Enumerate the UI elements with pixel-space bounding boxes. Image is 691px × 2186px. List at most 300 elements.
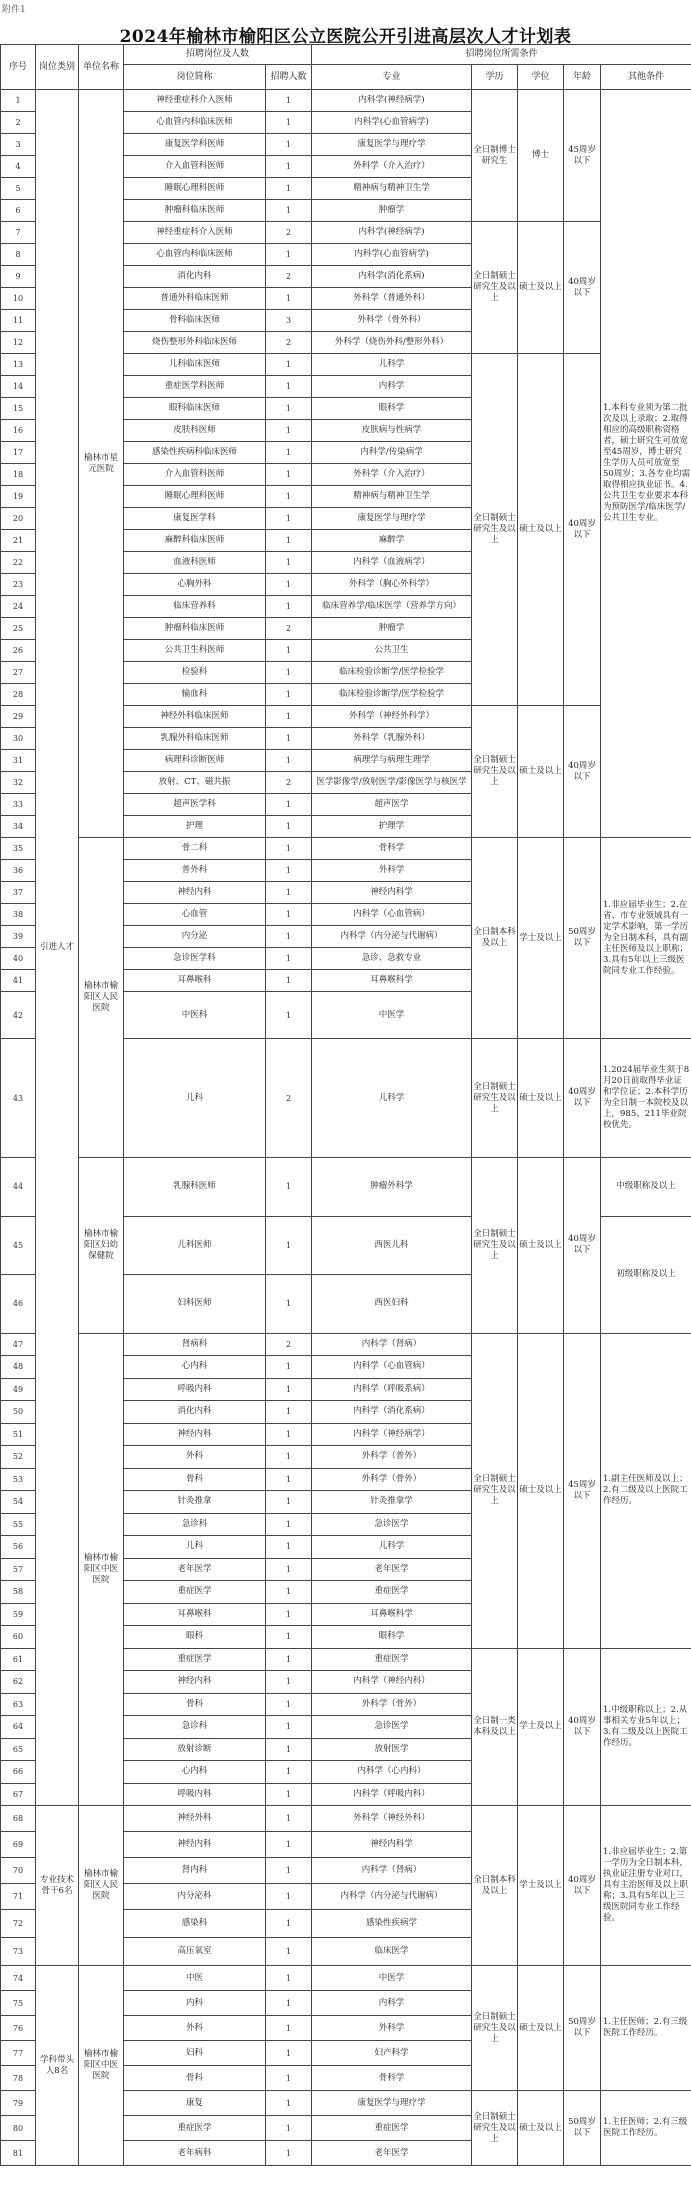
- major-cell: 医学影像学/放射医学/影像医学与核医学: [312, 772, 472, 794]
- count-cell: 2: [266, 1039, 312, 1158]
- position-cell: 心胸外科: [124, 574, 266, 596]
- age-cell: 50周岁以下: [564, 838, 601, 1039]
- count-cell: 1: [266, 134, 312, 156]
- major-cell: 内科学（心血管病）: [312, 1356, 472, 1379]
- major-cell: 外科学（介入治疗）: [312, 156, 472, 178]
- major-cell: 外科学（骨外）: [312, 1693, 472, 1716]
- major-cell: 耳鼻喉科学: [312, 1603, 472, 1626]
- position-cell: 心血管内科临床医师: [124, 244, 266, 266]
- seq-cell: 74: [1, 1966, 36, 1991]
- count-cell: 1: [266, 706, 312, 728]
- position-cell: 神经重症科介入医师: [124, 90, 266, 112]
- position-cell: 重症医学科医师: [124, 376, 266, 398]
- education-cell: 全日制博士研究生: [472, 90, 518, 222]
- major-cell: 神经内科学: [312, 1832, 472, 1858]
- major-cell: 外科学（骨外科）: [312, 310, 472, 332]
- major-cell: 中医学: [312, 1966, 472, 1991]
- major-cell: 急诊医学: [312, 1513, 472, 1536]
- position-cell: 康复: [124, 2091, 266, 2116]
- major-cell: 外科学（乳腺外科）: [312, 728, 472, 750]
- major-cell: 内科学(神经病学): [312, 90, 472, 112]
- seq-cell: 61: [1, 1648, 36, 1671]
- position-cell: 骨科: [124, 1693, 266, 1716]
- major-cell: 内科学: [312, 1991, 472, 2016]
- count-cell: 1: [266, 1648, 312, 1671]
- count-cell: 2: [266, 332, 312, 354]
- count-cell: 1: [266, 244, 312, 266]
- recruitment-plan-table: [0, 44, 691, 2166]
- major-cell: 重症医学: [312, 1648, 472, 1671]
- seq-cell: 46: [1, 1275, 36, 1334]
- major-cell: 肿瘤学: [312, 200, 472, 222]
- seq-cell: 75: [1, 1991, 36, 2016]
- count-cell: 2: [266, 618, 312, 640]
- count-cell: 1: [266, 552, 312, 574]
- other-conditions-cell: 1.非应届毕业生；2.第一学历为全日制本科，执业证注册专业对口，具有主治医师及以上职称；3.具有5年以上三级医院同专业工作经验。: [601, 1806, 691, 1966]
- position-cell: 心内科: [124, 1356, 266, 1379]
- other-conditions-cell: 1.中级职称以上；2.从事相关专业5年以上；3.有二级及以上医院工作经历。: [601, 1648, 691, 1806]
- education-cell: 全日制硕士研究生及以上: [472, 706, 518, 838]
- position-cell: 介入血管科医师: [124, 464, 266, 486]
- major-cell: 内科学（神经病学）: [312, 1423, 472, 1446]
- seq-cell: 8: [1, 244, 36, 266]
- position-cell: 外科: [124, 1446, 266, 1469]
- seq-cell: 5: [1, 178, 36, 200]
- table-row: [1, 90, 691, 112]
- count-cell: 1: [266, 684, 312, 706]
- age-cell: 40周岁以下: [564, 222, 601, 354]
- position-cell: 介入血管科医师: [124, 156, 266, 178]
- seq-cell: 70: [1, 1858, 36, 1884]
- seq-cell: 11: [1, 310, 36, 332]
- position-cell: 神经内科: [124, 1832, 266, 1858]
- major-cell: 外科学（神经外科）: [312, 1806, 472, 1832]
- position-cell: 康复医学科医师: [124, 134, 266, 156]
- position-cell: 放射诊断: [124, 1738, 266, 1761]
- count-cell: 1: [266, 904, 312, 926]
- major-cell: 临床医学: [312, 1938, 472, 1966]
- major-cell: 内科学（内分泌与代谢病）: [312, 926, 472, 948]
- major-cell: 外科学（普通外科）: [312, 288, 472, 310]
- degree-cell: 学士及以上: [518, 838, 564, 1039]
- seq-cell: 17: [1, 442, 36, 464]
- age-cell: 50周岁以下: [564, 2091, 601, 2166]
- count-cell: 1: [266, 860, 312, 882]
- seq-cell: 72: [1, 1910, 36, 1938]
- count-cell: 1: [266, 1806, 312, 1832]
- major-cell: 急诊医学: [312, 1716, 472, 1739]
- position-cell: 烧伤整形外科临床医师: [124, 332, 266, 354]
- seq-cell: 38: [1, 904, 36, 926]
- seq-cell: 27: [1, 662, 36, 684]
- position-cell: 眼科临床医师: [124, 398, 266, 420]
- education-cell: 全日制硕士研究生及以上: [472, 1333, 518, 1648]
- position-cell: 消化内科: [124, 266, 266, 288]
- seq-cell: 54: [1, 1491, 36, 1514]
- major-cell: 内科学（心血管病）: [312, 904, 472, 926]
- count-cell: 1: [266, 2116, 312, 2141]
- major-cell: 内科学(心血管病学): [312, 112, 472, 134]
- major-cell: 内科学（肾病）: [312, 1333, 472, 1356]
- major-cell: 老年医学: [312, 1558, 472, 1581]
- seq-cell: 53: [1, 1468, 36, 1491]
- major-cell: 外科学（烧伤外科/整形外科）: [312, 332, 472, 354]
- seq-cell: 78: [1, 2066, 36, 2091]
- count-cell: 1: [266, 970, 312, 992]
- count-cell: 1: [266, 948, 312, 970]
- seq-cell: 66: [1, 1761, 36, 1784]
- major-cell: 内科学/传染病学: [312, 442, 472, 464]
- count-cell: 1: [266, 750, 312, 772]
- seq-cell: 47: [1, 1333, 36, 1356]
- count-cell: 1: [266, 1536, 312, 1559]
- count-cell: 1: [266, 1716, 312, 1739]
- unit-cell: 榆林市榆阳区中医医院: [79, 1966, 124, 2166]
- seq-cell: 64: [1, 1716, 36, 1739]
- count-cell: 1: [266, 1401, 312, 1424]
- seq-cell: 62: [1, 1671, 36, 1694]
- position-cell: 肾内科: [124, 1858, 266, 1884]
- position-cell: 血液科医师: [124, 552, 266, 574]
- education-cell: 全日制一类本科及以上: [472, 1648, 518, 1806]
- major-cell: 妇产科学: [312, 2041, 472, 2066]
- position-cell: 神经内科: [124, 1423, 266, 1446]
- seq-cell: 3: [1, 134, 36, 156]
- seq-cell: 42: [1, 992, 36, 1039]
- position-cell: 外科: [124, 2016, 266, 2041]
- seq-cell: 63: [1, 1693, 36, 1716]
- header-group-requirements: 招聘岗位所需条件: [312, 45, 691, 65]
- education-cell: 全日制硕士研究生及以上: [472, 1966, 518, 2091]
- seq-cell: 58: [1, 1581, 36, 1604]
- major-cell: 病理学与病理生理学: [312, 750, 472, 772]
- count-cell: 1: [266, 1581, 312, 1604]
- major-cell: 眼科学: [312, 398, 472, 420]
- count-cell: 1: [266, 508, 312, 530]
- count-cell: 1: [266, 1671, 312, 1694]
- major-cell: 康复医学与理疗学: [312, 134, 472, 156]
- major-cell: 重症医学: [312, 2116, 472, 2141]
- seq-cell: 24: [1, 596, 36, 618]
- count-cell: 1: [266, 1446, 312, 1469]
- count-cell: 1: [266, 596, 312, 618]
- major-cell: 老年医学: [312, 2141, 472, 2166]
- seq-cell: 41: [1, 970, 36, 992]
- position-cell: 普外科: [124, 860, 266, 882]
- position-cell: 皮肤科医师: [124, 420, 266, 442]
- age-cell: 40周岁以下: [564, 1039, 601, 1158]
- major-cell: 外科学（普外）: [312, 1446, 472, 1469]
- seq-cell: 35: [1, 838, 36, 860]
- count-cell: 1: [266, 1626, 312, 1649]
- count-cell: 1: [266, 1158, 312, 1217]
- position-cell: 心血管: [124, 904, 266, 926]
- age-cell: 40周岁以下: [564, 1648, 601, 1806]
- seq-cell: 43: [1, 1039, 36, 1158]
- major-cell: 内科学（血液病学）: [312, 552, 472, 574]
- category-cell: 学科带头人8名: [36, 1966, 79, 2166]
- header-education: 学历: [472, 65, 518, 90]
- seq-cell: 37: [1, 882, 36, 904]
- count-cell: 1: [266, 1275, 312, 1334]
- position-cell: 针灸推拿: [124, 1491, 266, 1514]
- seq-cell: 55: [1, 1513, 36, 1536]
- seq-cell: 65: [1, 1738, 36, 1761]
- position-cell: 重症医学: [124, 1648, 266, 1671]
- count-cell: 1: [266, 1966, 312, 1991]
- header-age: 年龄: [564, 65, 601, 90]
- position-cell: 骨二科: [124, 838, 266, 860]
- position-cell: 骨科: [124, 1468, 266, 1491]
- major-cell: 内科学: [312, 376, 472, 398]
- header-count: 招聘人数: [266, 65, 312, 90]
- seq-cell: 29: [1, 706, 36, 728]
- count-cell: 3: [266, 310, 312, 332]
- count-cell: 1: [266, 992, 312, 1039]
- major-cell: 外科学: [312, 2016, 472, 2041]
- major-cell: 内科学(消化系病): [312, 266, 472, 288]
- position-cell: 儿科医师: [124, 1216, 266, 1275]
- major-cell: 急诊、急救专业: [312, 948, 472, 970]
- seq-cell: 81: [1, 2141, 36, 2166]
- count-cell: 2: [266, 1333, 312, 1356]
- unit-cell: 榆林市榆阳区人民医院: [79, 1806, 124, 1966]
- major-cell: 内科学(神经病学): [312, 222, 472, 244]
- seq-cell: 9: [1, 266, 36, 288]
- position-cell: 重症医学: [124, 2116, 266, 2141]
- seq-cell: 77: [1, 2041, 36, 2066]
- major-cell: 外科学（胸心外科学）: [312, 574, 472, 596]
- category-cell: 专业技术骨干6名: [36, 1806, 79, 1966]
- major-cell: 放射医学: [312, 1738, 472, 1761]
- age-cell: 40周岁以下: [564, 354, 601, 706]
- seq-cell: 2: [1, 112, 36, 134]
- seq-cell: 6: [1, 200, 36, 222]
- position-cell: 心内科: [124, 1761, 266, 1784]
- seq-cell: 48: [1, 1356, 36, 1379]
- count-cell: 1: [266, 2016, 312, 2041]
- count-cell: 1: [266, 882, 312, 904]
- major-cell: 耳鼻喉科学: [312, 970, 472, 992]
- count-cell: 1: [266, 1513, 312, 1536]
- position-cell: 超声医学科: [124, 794, 266, 816]
- count-cell: 1: [266, 1558, 312, 1581]
- position-cell: 肿瘤科临床医师: [124, 618, 266, 640]
- unit-cell: 榆林市榆阳区中医医院: [79, 1333, 124, 1806]
- count-cell: 1: [266, 2041, 312, 2066]
- major-cell: 内科学（呼吸内科）: [312, 1783, 472, 1806]
- seq-cell: 80: [1, 2116, 36, 2141]
- major-cell: 外科学（骨外）: [312, 1468, 472, 1491]
- major-cell: 内科学（心内科）: [312, 1761, 472, 1784]
- major-cell: 外科学（介入治疗）: [312, 464, 472, 486]
- major-cell: 内科学（消化系病）: [312, 1401, 472, 1424]
- count-cell: 1: [266, 1738, 312, 1761]
- count-cell: 1: [266, 662, 312, 684]
- other-conditions-cell: 初级职称及以上: [601, 1216, 691, 1333]
- count-cell: 1: [266, 1783, 312, 1806]
- count-cell: 1: [266, 574, 312, 596]
- position-cell: 感染性疾病科临床医师: [124, 442, 266, 464]
- table-row: [1, 838, 691, 860]
- age-cell: 40周岁以下: [564, 1806, 601, 1966]
- major-cell: 内科学（神经内科）: [312, 1671, 472, 1694]
- degree-cell: 博士: [518, 90, 564, 222]
- position-cell: 肾病科: [124, 1333, 266, 1356]
- major-cell: 内科学（内分泌与代谢病）: [312, 1884, 472, 1910]
- position-cell: 妇科医师: [124, 1275, 266, 1334]
- position-cell: 急诊科: [124, 1716, 266, 1739]
- major-cell: 内科学（肾病）: [312, 1858, 472, 1884]
- count-cell: 1: [266, 420, 312, 442]
- table-row: [1, 1806, 691, 1832]
- count-cell: 1: [266, 1491, 312, 1514]
- count-cell: 1: [266, 2066, 312, 2091]
- seq-cell: 22: [1, 552, 36, 574]
- age-cell: 40周岁以下: [564, 1158, 601, 1334]
- count-cell: 1: [266, 1832, 312, 1858]
- education-cell: 全日制硕士研究生及以上: [472, 354, 518, 706]
- position-cell: 神经内科: [124, 1671, 266, 1694]
- degree-cell: 硕士及以上: [518, 2091, 564, 2166]
- seq-cell: 32: [1, 772, 36, 794]
- unit-cell: 榆林市榆阳区妇幼保健院: [79, 1158, 124, 1334]
- count-cell: 1: [266, 1468, 312, 1491]
- degree-cell: 硕士及以上: [518, 354, 564, 706]
- major-cell: 针灸推拿学: [312, 1491, 472, 1514]
- count-cell: 1: [266, 178, 312, 200]
- seq-cell: 73: [1, 1938, 36, 1966]
- major-cell: 儿科学: [312, 1536, 472, 1559]
- major-cell: 精神病与精神卫生学: [312, 178, 472, 200]
- count-cell: 1: [266, 728, 312, 750]
- seq-cell: 23: [1, 574, 36, 596]
- seq-cell: 10: [1, 288, 36, 310]
- seq-cell: 15: [1, 398, 36, 420]
- seq-cell: 67: [1, 1783, 36, 1806]
- position-cell: 内分泌科: [124, 1884, 266, 1910]
- other-conditions-cell: 1.非应届毕业生；2.在省、市专业领域具有一定学术影响，第一学历为全日制本科，具有副主任医师及以上职称；3.具有5年以上三级医院同专业工作经验。: [601, 838, 691, 1039]
- header-group-positions: 招聘岗位及人数: [124, 45, 312, 65]
- seq-cell: 44: [1, 1158, 36, 1217]
- position-cell: 内科: [124, 1991, 266, 2016]
- position-cell: 内分泌: [124, 926, 266, 948]
- major-cell: 临床营养学/临床医学（营养学方向）: [312, 596, 472, 618]
- position-cell: 眼科: [124, 1626, 266, 1649]
- position-cell: 老年病科: [124, 2141, 266, 2166]
- count-cell: 1: [266, 1910, 312, 1938]
- seq-cell: 12: [1, 332, 36, 354]
- position-cell: 输血科: [124, 684, 266, 706]
- seq-cell: 76: [1, 2016, 36, 2041]
- position-cell: 乳腺科医师: [124, 1158, 266, 1217]
- unit-cell: 榆林市榆阳区人民医院: [79, 838, 124, 1158]
- seq-cell: 51: [1, 1423, 36, 1446]
- count-cell: 1: [266, 816, 312, 838]
- major-cell: 眼科学: [312, 1626, 472, 1649]
- position-cell: 儿科: [124, 1039, 266, 1158]
- other-conditions-cell: 中级职称及以上: [601, 1158, 691, 1217]
- position-cell: 检验科: [124, 662, 266, 684]
- position-cell: 重症医学: [124, 1581, 266, 1604]
- other-conditions-cell: 1.主任医师；2.有三级医院工作经历。: [601, 1966, 691, 2091]
- count-cell: 1: [266, 1938, 312, 1966]
- count-cell: 1: [266, 1216, 312, 1275]
- major-cell: 临床检验诊断学/医学检验学: [312, 684, 472, 706]
- seq-cell: 30: [1, 728, 36, 750]
- other-conditions-cell: 1.副主任医师及以上；2.有二级及以上医院工作经历。: [601, 1333, 691, 1648]
- position-cell: 神经内科: [124, 882, 266, 904]
- position-cell: 肿瘤科临床医师: [124, 200, 266, 222]
- major-cell: 感染性疾病学: [312, 1910, 472, 1938]
- count-cell: 1: [266, 1378, 312, 1401]
- seq-cell: 18: [1, 464, 36, 486]
- header-position: 岗位简称: [124, 65, 266, 90]
- major-cell: 临床检验诊断学/医学检验学: [312, 662, 472, 684]
- count-cell: 1: [266, 200, 312, 222]
- degree-cell: 学士及以上: [518, 1648, 564, 1806]
- count-cell: 1: [266, 1858, 312, 1884]
- major-cell: 儿科学: [312, 1039, 472, 1158]
- seq-cell: 40: [1, 948, 36, 970]
- count-cell: 1: [266, 398, 312, 420]
- position-cell: 乳腺外科临床医师: [124, 728, 266, 750]
- position-cell: 儿科临床医师: [124, 354, 266, 376]
- major-cell: 护理学: [312, 816, 472, 838]
- position-cell: 呼吸内科: [124, 1378, 266, 1401]
- position-cell: 公共卫生科医师: [124, 640, 266, 662]
- header-other: 其他条件: [601, 65, 691, 90]
- count-cell: 1: [266, 1356, 312, 1379]
- count-cell: 1: [266, 464, 312, 486]
- header-category: 岗位类别: [36, 45, 79, 90]
- other-conditions-cell: 1.2024届毕业生须于8月20日前取得毕业证和学位证；2.本科学历为全日制一本院校及以上，985、211毕业院校优先。: [601, 1039, 691, 1158]
- seq-cell: 25: [1, 618, 36, 640]
- position-cell: 耳鼻喉科: [124, 970, 266, 992]
- seq-cell: 34: [1, 816, 36, 838]
- age-cell: 50周岁以下: [564, 1966, 601, 2091]
- seq-cell: 16: [1, 420, 36, 442]
- major-cell: 肿瘤外科学: [312, 1158, 472, 1217]
- major-cell: 超声医学: [312, 794, 472, 816]
- count-cell: 1: [266, 376, 312, 398]
- major-cell: 中医学: [312, 992, 472, 1039]
- position-cell: 神经外科临床医师: [124, 706, 266, 728]
- count-cell: 1: [266, 530, 312, 552]
- count-cell: 2: [266, 772, 312, 794]
- degree-cell: 硕士及以上: [518, 1966, 564, 2091]
- seq-cell: 52: [1, 1446, 36, 1469]
- major-cell: 康复医学与理疗学: [312, 2091, 472, 2116]
- position-cell: 中医: [124, 1966, 266, 1991]
- major-cell: 康复医学与理疗学: [312, 508, 472, 530]
- seq-cell: 49: [1, 1378, 36, 1401]
- position-cell: 睡眠心理科医师: [124, 178, 266, 200]
- seq-cell: 31: [1, 750, 36, 772]
- major-cell: 西医妇科: [312, 1275, 472, 1334]
- seq-cell: 21: [1, 530, 36, 552]
- education-cell: 全日制本科及以上: [472, 838, 518, 1039]
- header-degree: 学位: [518, 65, 564, 90]
- count-cell: 1: [266, 112, 312, 134]
- position-cell: 普通外科临床医师: [124, 288, 266, 310]
- major-cell: 西医儿科: [312, 1216, 472, 1275]
- count-cell: 2: [266, 266, 312, 288]
- position-cell: 急诊科: [124, 1513, 266, 1536]
- count-cell: 1: [266, 1991, 312, 2016]
- seq-cell: 68: [1, 1806, 36, 1832]
- seq-cell: 36: [1, 860, 36, 882]
